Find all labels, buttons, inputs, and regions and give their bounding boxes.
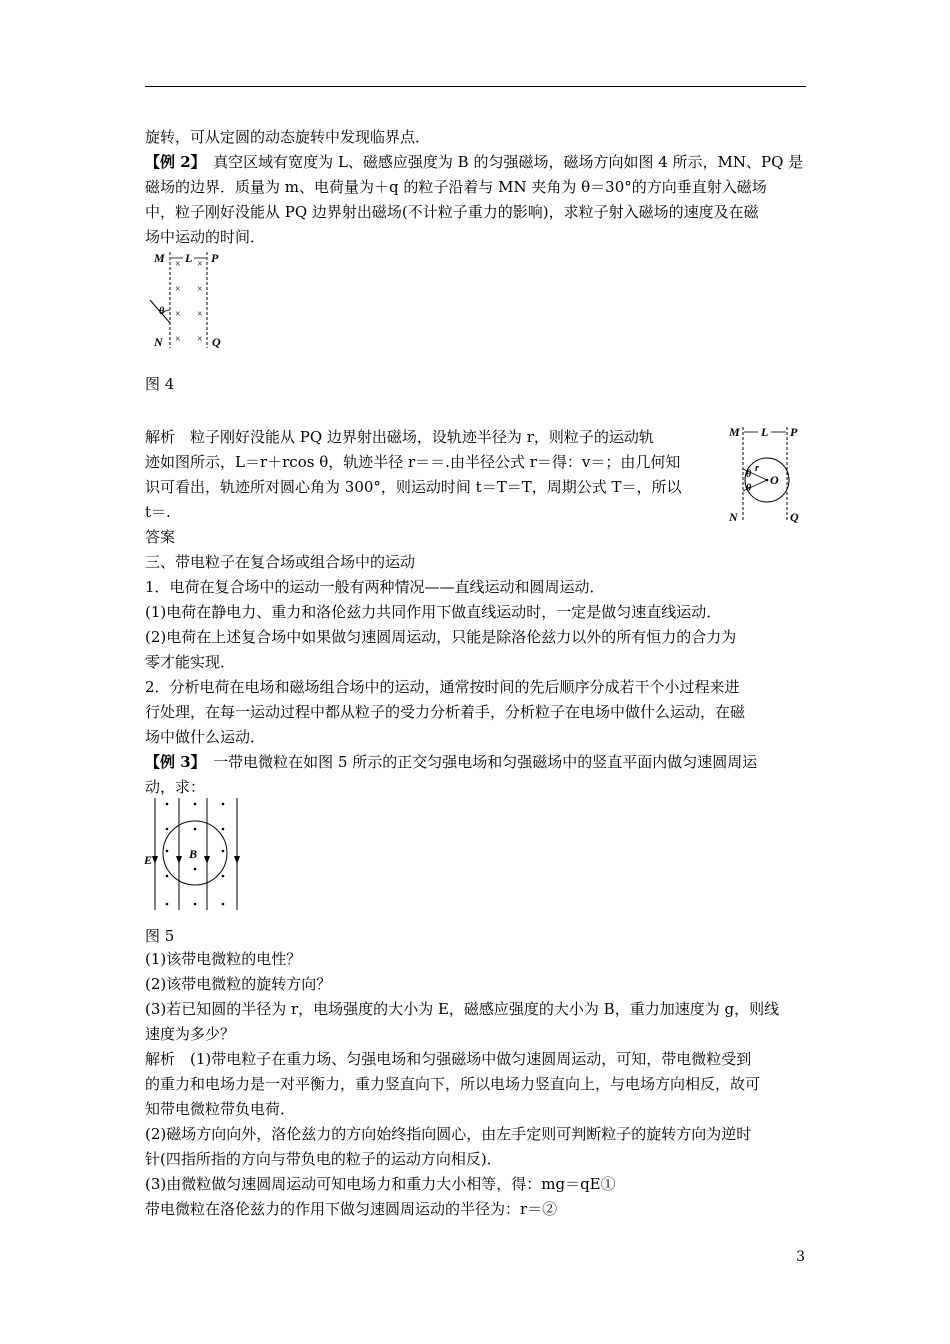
- svg-text:×: ×: [197, 334, 203, 345]
- example-label: 【例 3】: [145, 753, 199, 771]
- text-line: 磁场的边界．质量为 m、电荷量为＋q 的粒子沿着与 MN 夹角为 θ＝30°的方向垂直射入磁场: [145, 178, 767, 196]
- text-line: 场中做什么运动．: [145, 728, 266, 746]
- example-3-line: 【例 3】 一带电微粒在如图 5 所示的正交匀强电场和匀强磁场中的竖直平面内做匀速圆周运: [145, 753, 758, 771]
- label-N: N: [729, 510, 738, 524]
- label-theta: θ: [159, 306, 165, 317]
- label-L: L: [761, 425, 769, 439]
- figure-4-caption: 图 4: [145, 375, 175, 393]
- analysis-line: (2)磁场方向向外，洛伦兹力的方向始终指向圆心，由左手定则可判断粒子的旋转方向为逆时: [145, 1125, 752, 1143]
- question-line: (2)该带电微粒的旋转方向？: [145, 975, 332, 993]
- analysis-line: 的重力和电场力是一对平衡力，重力竖直向下，所以电场力竖直向上，与电场方向相反，故可: [145, 1075, 761, 1093]
- svg-text:×: ×: [197, 309, 203, 320]
- label-L: L: [185, 251, 193, 265]
- text-line: 动，求：: [145, 778, 206, 796]
- analysis-line: 带电微粒在洛伦兹力的作用下做匀速圆周运动的半径为：r＝②: [145, 1200, 558, 1218]
- label-M: M: [729, 425, 740, 439]
- svg-text:×: ×: [175, 309, 181, 320]
- figure-5-diagram: [143, 796, 243, 912]
- svg-text:×: ×: [197, 259, 203, 270]
- text-line: 零才能实现．: [145, 653, 236, 671]
- text-line: 场中运动的时间．: [145, 228, 266, 246]
- example-label: 【例 2】: [145, 153, 199, 171]
- figure-5-caption: 图 5: [145, 927, 175, 945]
- svg-text:×: ×: [175, 284, 181, 295]
- label-r: r: [755, 463, 759, 474]
- label-theta: θ: [746, 483, 752, 494]
- page-number: 3: [796, 1249, 805, 1265]
- text-line: (2)电荷在上述复合场中如果做匀速圆周运动，只能是除洛伦兹力以外的所有恒力的合力为: [145, 628, 737, 646]
- header-rule: [145, 86, 806, 87]
- text-line: (1)电荷在静电力、重力和洛伦兹力共同作用下做直线运动时，一定是做匀速直线运动．: [145, 603, 722, 621]
- analysis-line: 识可看出，轨迹所对圆心角为 300°，则运动时间 t＝T＝T，周期公式 T＝，所以: [145, 478, 682, 496]
- analysis-line: 知带电微粒带负电荷．: [145, 1100, 296, 1118]
- svg-text:×: ×: [175, 334, 181, 345]
- text-line: 旋转，可从定圆的动态旋转中发现临界点．: [145, 128, 431, 146]
- text-line: 行处理，在每一运动过程中都从粒子的受力分析着手，分析粒子在电场中做什么运动，在磁: [145, 703, 746, 721]
- question-line: 速度为多少？: [145, 1025, 236, 1043]
- label-P: P: [211, 251, 219, 265]
- svg-text:×: ×: [175, 259, 181, 270]
- analysis-line: 迹如图所示，L＝r＋rcos θ，轨迹半径 r＝＝.由半径公式 r＝得：v＝；由几何知: [145, 453, 681, 471]
- analysis-line: 解析 (1)带电粒子在重力场、匀强电场和匀强磁场中做匀速圆周运动，可知，带电微粒受到: [145, 1050, 752, 1068]
- label-Q: Q: [212, 335, 221, 349]
- label-E: E: [144, 853, 153, 867]
- label-N: N: [154, 335, 163, 349]
- label-M: M: [154, 251, 165, 265]
- text-line: 中，粒子刚好没能从 PQ 边界射出磁场(不计粒子重力的影响)，求粒子射入磁场的速度及在磁: [145, 203, 759, 221]
- figure-4-diagram: [148, 248, 238, 352]
- label-Q: Q: [790, 510, 799, 524]
- label-theta: θ: [746, 469, 752, 480]
- example-2-line: 【例 2】 真空区域有宽度为 L、磁感应强度为 B 的匀强磁场，磁场方向如图 4 所示，MN、PQ 是: [145, 153, 804, 171]
- question-line: (1)该带电微粒的电性？: [145, 950, 302, 968]
- text-line: 1．电荷在复合场中的运动一般有两种情况——直线运动和圆周运动．: [145, 578, 605, 596]
- label-O: O: [770, 473, 779, 487]
- analysis-line: 解析 粒子刚好没能从 PQ 边界射出磁场，设轨迹半径为 r，则粒子的运动轨: [145, 428, 654, 446]
- analysis-line: (3)由微粒做匀速圆周运动可知电场力和重力大小相等，得：mg＝qE①: [145, 1175, 616, 1193]
- label-B: B: [189, 847, 198, 861]
- analysis-line: 针(四指所指的方向与带负电的粒子的运动方向相反)．: [145, 1150, 502, 1168]
- text-line: 2．分析电荷在电场和磁场组合场中的运动，通常按时间的先后顺序分成若干个小过程来进: [145, 678, 740, 696]
- section-heading: 三、带电粒子在复合场或组合场中的运动: [145, 553, 416, 571]
- trajectory-diagram: [727, 422, 807, 526]
- analysis-line: t＝.: [145, 503, 171, 521]
- question-line: (3)若已知圆的半径为 r，电场强度的大小为 E，磁感应强度的大小为 B，重力加速度为 g，则线: [145, 1000, 780, 1018]
- svg-text:×: ×: [197, 284, 203, 295]
- label-P: P: [790, 425, 798, 439]
- answer-heading: 答案: [145, 528, 176, 546]
